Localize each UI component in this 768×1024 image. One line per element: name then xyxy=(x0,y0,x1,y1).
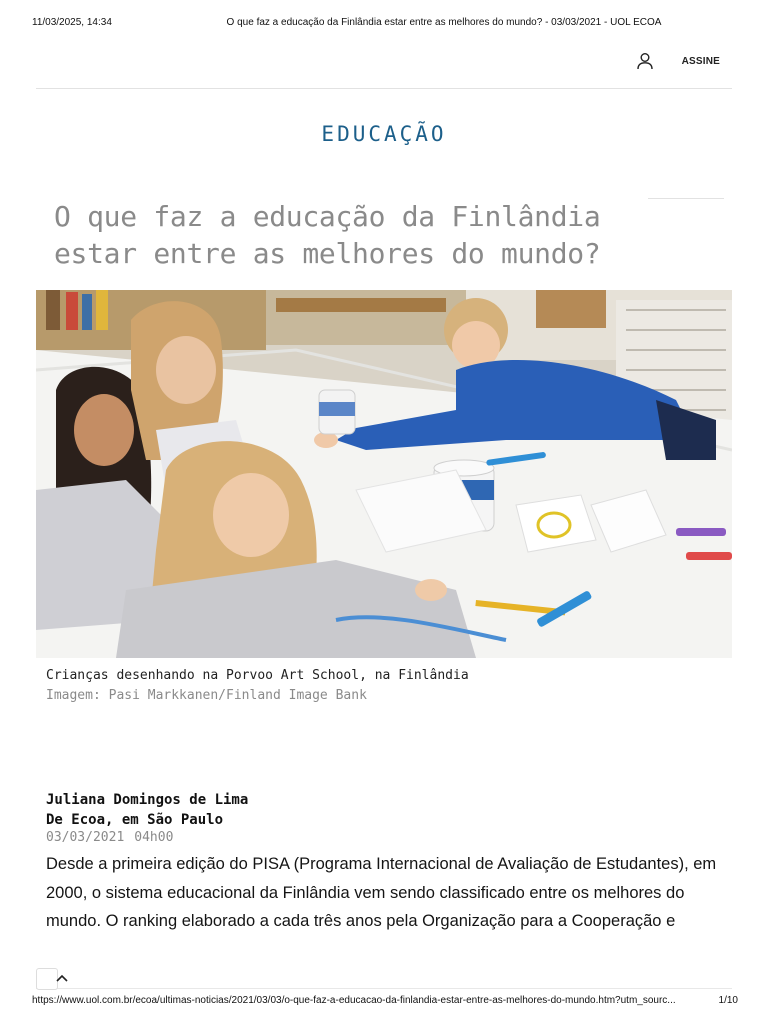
divider xyxy=(36,988,732,989)
print-page-number: 1/10 xyxy=(718,995,738,1006)
print-datetime: 11/03/2025, 14:34 xyxy=(32,17,112,28)
section-label[interactable]: EDUCAÇÃO xyxy=(321,122,447,146)
publish-date: 03/03/2021 xyxy=(46,830,125,845)
article-headline: O que faz a educação da Finlândia estar entre as melhores do mundo? xyxy=(54,200,601,270)
author-name[interactable]: Juliana Domingos de Lima xyxy=(46,792,249,808)
caption-text: Crianças desenhando na Porvoo Art School, na Finlândia xyxy=(46,668,469,683)
article-body: Desde a primeira edição do PISA (Programa Internacional de Avaliação de Estudantes), em 2000, o sistema educacional da Finlândia vem sendo classificado entre os melhores do mundo. O ranking elaborado a cada três anos pela Organização para a Cooperação e xyxy=(46,855,717,930)
subscribe-button[interactable]: ASSINE xyxy=(681,56,720,67)
article-photo xyxy=(36,290,732,658)
print-header xyxy=(0,17,768,31)
caption-credit: Imagem: Pasi Markkanen/Finland Image Bank xyxy=(46,688,367,703)
chevron-up-icon xyxy=(55,973,69,983)
author-location: De Ecoa, em São Paulo xyxy=(46,812,224,828)
site-header xyxy=(36,40,732,89)
print-page-title: O que faz a educação da Finlândia estar entre as melhores do mundo? - 03/03/2021 - UOL ECOA xyxy=(226,17,662,28)
back-to-top-button[interactable] xyxy=(36,968,58,990)
user-icon[interactable] xyxy=(636,52,654,70)
dateline xyxy=(46,830,173,845)
photo-caption xyxy=(46,666,469,706)
print-url: https://www.uol.com.br/ecoa/ultimas-noticias/2021/03/03/o-que-faz-a-educacao-da-finlandia-estar-entre-as-melhores-do-mundo.htm?utm_sourc... xyxy=(32,995,676,1006)
publish-time: 04h00 xyxy=(134,830,174,845)
byline xyxy=(46,790,248,830)
